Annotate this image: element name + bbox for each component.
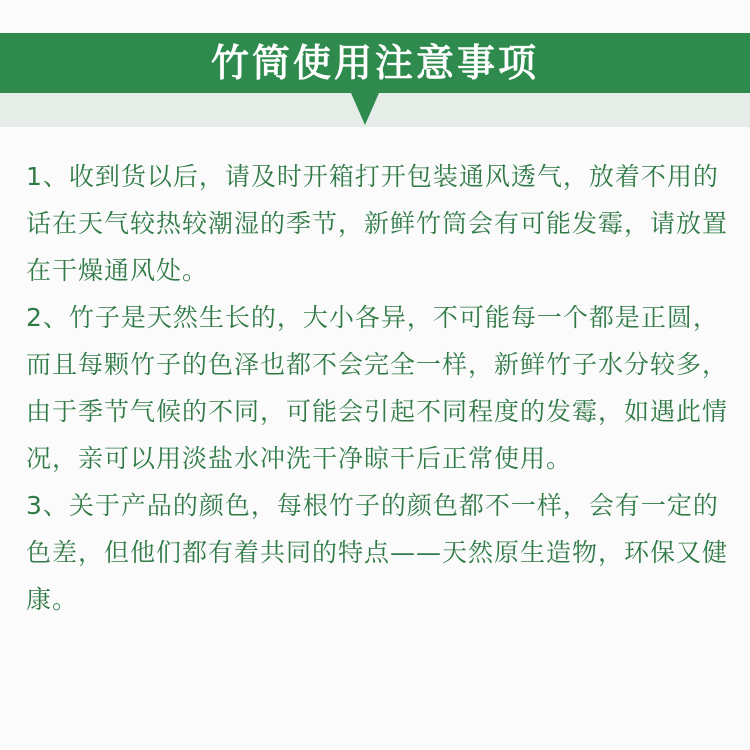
- notes-content: [26, 153, 738, 623]
- banner-pointer-arrow: [351, 93, 379, 125]
- page-title: 竹筒使用注意事项: [210, 41, 539, 85]
- note-item-2: 2、竹子是天然生长的，大小各异，不可能每一个都是正圆，而且每颗竹子的色泽也都不会完全一样，新鲜竹子水分较多，由于季节气候的不同，可能会引起不同程度的发霉，如遇此情况，亲可以用淡盐水冲洗干净晾干后正常使用。: [26, 303, 729, 473]
- note-item-1: 1、收到货以后，请及时开箱打开包装通风透气，放着不用的话在天气较热较潮湿的季节，新鲜竹筒会有可能发霉，请放置在干燥通风处。: [26, 162, 729, 285]
- note-item-3: 3、关于产品的颜色，每根竹子的颜色都不一样，会有一定的色差，但他们都有着共同的特点——天然原生造物，环保又健康。: [26, 491, 729, 614]
